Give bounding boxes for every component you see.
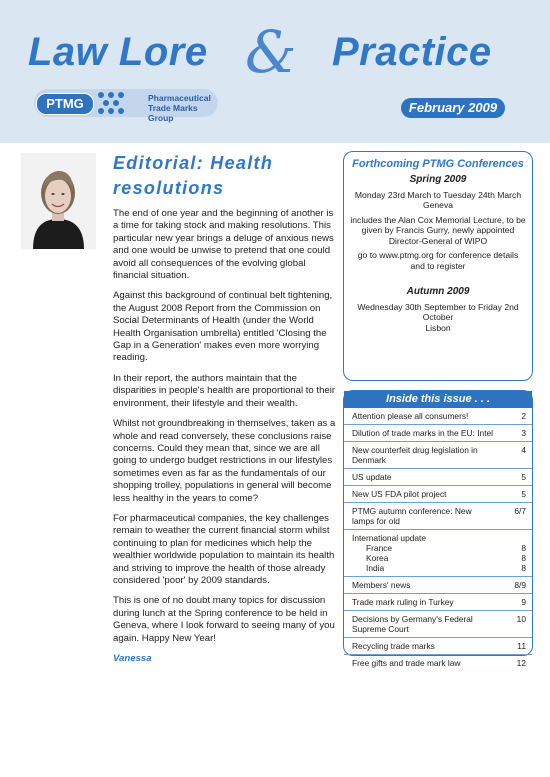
- editorial-title: [113, 151, 273, 201]
- editorial-paragraph: The end of one year and the beginning of another is a time for taking stock and making resolutions. This particular new year brings a deluge of anxious news and one would be unwise to pretend that one could avoid all consequences of the evolving global financial situation.: [113, 208, 334, 282]
- toc-label: Free gifts and trade mark law: [352, 658, 461, 668]
- toc-page: 10: [516, 614, 526, 624]
- toc-page: 8: [521, 543, 526, 553]
- toc-page: 5: [521, 489, 526, 499]
- toc-item[interactable]: [344, 577, 532, 594]
- toc-item[interactable]: [344, 442, 532, 469]
- editorial-paragraph: This is one of no doubt many topics for discussion during lunch at the Spring conference to be held in Geneva, where I look forward to seeing many of you again. Happy New Year!: [113, 595, 335, 644]
- autumn-dates: [344, 302, 532, 334]
- toc-item[interactable]: [344, 594, 532, 611]
- toc-label: Recycling trade marks: [352, 641, 435, 651]
- toc-subitem[interactable]: [352, 543, 526, 553]
- spring-heading: Spring 2009: [409, 174, 467, 185]
- spring-location: Geneva: [422, 200, 454, 210]
- masthead-title-right: Practice: [332, 30, 492, 74]
- editorial-title-line1: Editorial: Health: [113, 153, 274, 173]
- toc-page: 12: [516, 658, 526, 668]
- spring-lecture: includes the Alan Cox Memorial Lecture, to be given by Francis Gurry, newly appointed Director-General of WIPO: [350, 214, 526, 246]
- toc-page: 5: [521, 472, 526, 482]
- toc-label: International update: [352, 533, 427, 543]
- toc-label: Members' news: [352, 580, 411, 590]
- editorial-title-line2: resolutions: [113, 178, 225, 198]
- toc-item[interactable]: [344, 638, 532, 655]
- toc-sublabel: India: [366, 563, 385, 573]
- masthead-ampersand: &: [245, 18, 297, 86]
- toc-sublabel: France: [366, 543, 393, 553]
- header-banner: [0, 0, 550, 143]
- toc-label: Decisions by Germany's Federal Supreme Court: [352, 614, 473, 634]
- editorial-paragraph: Whilst not groundbreaking in themselves, taken as a whole and read conversely, these conclusions raise concerns. Could they mean that, since we are all going to undergo budget restrictions in our lifestyles sometimes even as far as the fundamentals of our shopping trolley, populations in general will become less healthy in the years to come?: [113, 418, 336, 504]
- logo-name-line2: Trade Marks Group: [148, 103, 198, 123]
- toc-label: Attention please all consumers!: [352, 411, 469, 421]
- issue-date-badge: February 2009: [401, 98, 505, 118]
- toc-page: 3: [521, 428, 526, 438]
- editorial-signature: Vanessa: [113, 653, 152, 664]
- toc-label: Trade mark ruling in Turkey: [352, 597, 454, 607]
- editorial-paragraph: For pharmaceutical companies, the key challenges remain to weather the current financial storm whilst continuing to plan for medicines which help the wealthier worldwide population to maintain its health and striving to improve the health of those already considered 'poor' by 2009 standards.: [113, 512, 335, 586]
- toc-page: 11: [517, 641, 526, 651]
- toc-item[interactable]: [344, 408, 532, 425]
- editorial-paragraph: In their report, the authors maintain that the disparities in people's health are proportional to their environment, their lifestyle and their wealth.: [113, 372, 336, 409]
- toc-subitem[interactable]: [352, 563, 526, 573]
- toc-item[interactable]: [344, 611, 532, 638]
- autumn-heading: Autumn 2009: [406, 286, 470, 297]
- inside-issue-box: [343, 390, 533, 668]
- toc-page: 2: [521, 411, 526, 421]
- spring-dates-text: Monday 23rd March to Tuesday 24th March: [354, 189, 522, 200]
- toc-item-international[interactable]: [344, 530, 532, 577]
- toc-label: New US FDA pilot project: [352, 489, 447, 499]
- logo-name: [148, 93, 218, 123]
- autumn-location: Lisbon: [425, 322, 451, 333]
- toc-item[interactable]: [344, 655, 532, 671]
- toc-item[interactable]: [344, 486, 532, 503]
- conferences-title: Forthcoming PTMG Conferences: [352, 158, 524, 170]
- toc-page: 4: [521, 445, 526, 455]
- ptmg-logo: [34, 89, 218, 123]
- autumn-dates-text: Wednesday 30th September to Friday 2nd October: [357, 301, 519, 322]
- masthead-title-left: Law Lore: [28, 30, 208, 74]
- toc-label: New counterfeit drug legislation in Denmark: [352, 445, 478, 465]
- toc-page: 8/9: [514, 580, 526, 590]
- editor-photo: [21, 153, 96, 249]
- spring-dates: [344, 190, 532, 211]
- toc-page: 6/7: [514, 506, 526, 516]
- toc-page: 9: [521, 597, 526, 607]
- toc-sublabel: Korea: [366, 553, 389, 563]
- editorial-paragraph: Against this background of continual belt tightening, the August 2008 Report from the Commission on Social Determinants of Health (under the World Health Organisation umbrella) entitled 'Closing the Gap in a Generation' makes even more worrying reading.: [113, 290, 333, 364]
- toc-item[interactable]: [344, 425, 532, 442]
- toc-subitem[interactable]: [352, 553, 526, 563]
- toc-label: PTMG autumn conference: New lamps for old: [352, 506, 472, 526]
- logo-abbrev: PTMG: [36, 93, 94, 115]
- logo-name-line1: Pharmaceutical: [148, 93, 211, 103]
- logo-dots-icon: [98, 92, 126, 114]
- inside-title: Inside this issue . . .: [344, 391, 532, 408]
- toc-item[interactable]: [344, 503, 532, 530]
- toc-page: 8: [521, 553, 526, 563]
- conference-website-link[interactable]: go to www.ptmg.org for conference details and to register: [357, 250, 519, 271]
- toc-label: Dilution of trade marks in the EU: Intel: [352, 428, 494, 438]
- toc-item[interactable]: [344, 469, 532, 486]
- conferences-box: [343, 151, 533, 381]
- editorial-body: [113, 208, 338, 665]
- toc-label: US update: [352, 472, 392, 482]
- toc-page: 8: [521, 563, 526, 573]
